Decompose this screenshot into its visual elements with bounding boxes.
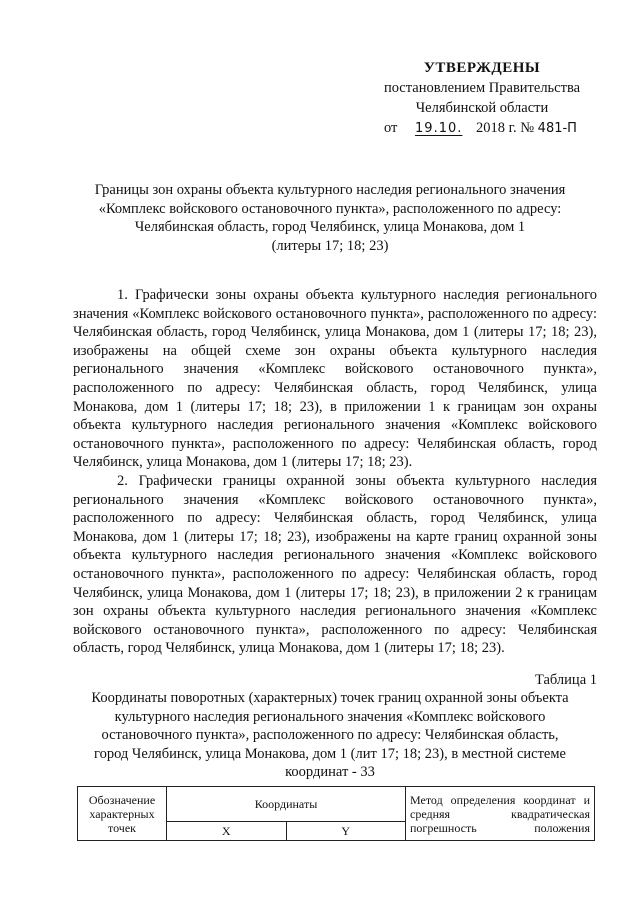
paragraph-2: 2. Графически границы охранной зоны объекта культурного наследия регионального значения «Комплекс войскового остановочного пункта», расположенного по адресу: Челябинская область, город Челябинск, улица Монакова, дом 1 (литеры 17; 18; 23), изображены на карте границ охранной зоны объекта культурного наследия регионального значения «Комплекс войскового остановочного пункта», расположенного по адресу: Челябинская область, город Челябинск, улица Монакова, дом 1 (литеры 17; 18; 23), в приложении 2 к границам зон охраны объекта культурного наследия регионального значения «Комплекс войскового остановочного пункта», расположенного по адресу: Челябинская область, город Челябинск, улица Монакова, дом 1 (литеры 17; 18; 23).: [73, 472, 597, 657]
title-line: Границы зон охраны объекта культурного наследия регионального значения: [94, 182, 566, 198]
table-title-line: культурного наследия регионального значения «Комплекс войскового: [114, 708, 546, 725]
table-title-line: Координаты поворотных (характерных) точек границ охранной зоны объекта: [91, 690, 569, 706]
approval-line-1: постановлением Правительства: [383, 80, 581, 96]
paragraph-1: 1. Графически зоны охраны объекта культурного наследия регионального значения «Комплекс войскового остановочного пункта», расположенного по адресу: Челябинская область, город Челябинск, улица Монакова, дом 1 (литеры 17; 18; 23), изображены на общей схеме зон охраны объекта культурного наследия регионального значения «Комплекс войскового остановочного пункта», расположенного по адресу: Челябинская область, город Челябинск, улица Монакова, дом 1 (литеры 17; 18; 23), в приложении 1 к границам зон охраны объекта культурного наследия регионального значения «Комплекс войскового остановочного пункта», расположенного по адресу: Челябинская область, город Челябинск, улица Монакова, дом 1 (литеры 17; 18; 23).: [73, 287, 597, 471]
header-y: Y: [286, 822, 406, 841]
header-coordinates: Координаты: [167, 787, 406, 822]
table-label: Таблица 1: [534, 672, 597, 688]
table-title-line: город Челябинск, улица Монакова, дом 1 (лит 17; 18; 23), в местной системе: [94, 745, 566, 762]
title-line: Челябинская область, город Челябинск, улица Монакова, дом 1: [134, 219, 526, 235]
approval-stamp: [372, 58, 592, 139]
approval-year: 2018 г. №: [476, 120, 535, 136]
document-title: [60, 181, 600, 255]
approval-line-2: Челябинской области: [415, 100, 549, 116]
approval-date-line: [372, 118, 592, 139]
header-method: Метод определения координат и средняя квадратическая погрешность положения: [406, 787, 595, 841]
date-prefix: от: [384, 120, 398, 136]
table-title-line: остановочного пункта», расположенного по адресу: Челябинская область,: [101, 727, 559, 744]
table-header-row: [78, 787, 595, 822]
title-line: «Комплекс войскового остановочного пункта», расположенного по адресу:: [98, 200, 562, 217]
table-title-line: координат - 33: [285, 764, 375, 781]
header-x: X: [167, 822, 287, 841]
table-title: [60, 689, 600, 782]
header-point: Обозначение характерных точек: [78, 787, 167, 841]
approval-number: 481-П: [537, 121, 577, 136]
approval-date: 19.10.: [415, 121, 463, 136]
approval-heading: УТВЕРЖДЕНЫ: [423, 60, 541, 76]
coordinates-table: [77, 786, 595, 841]
title-line: (литеры 17; 18; 23): [271, 237, 389, 254]
document-body: [73, 286, 597, 658]
